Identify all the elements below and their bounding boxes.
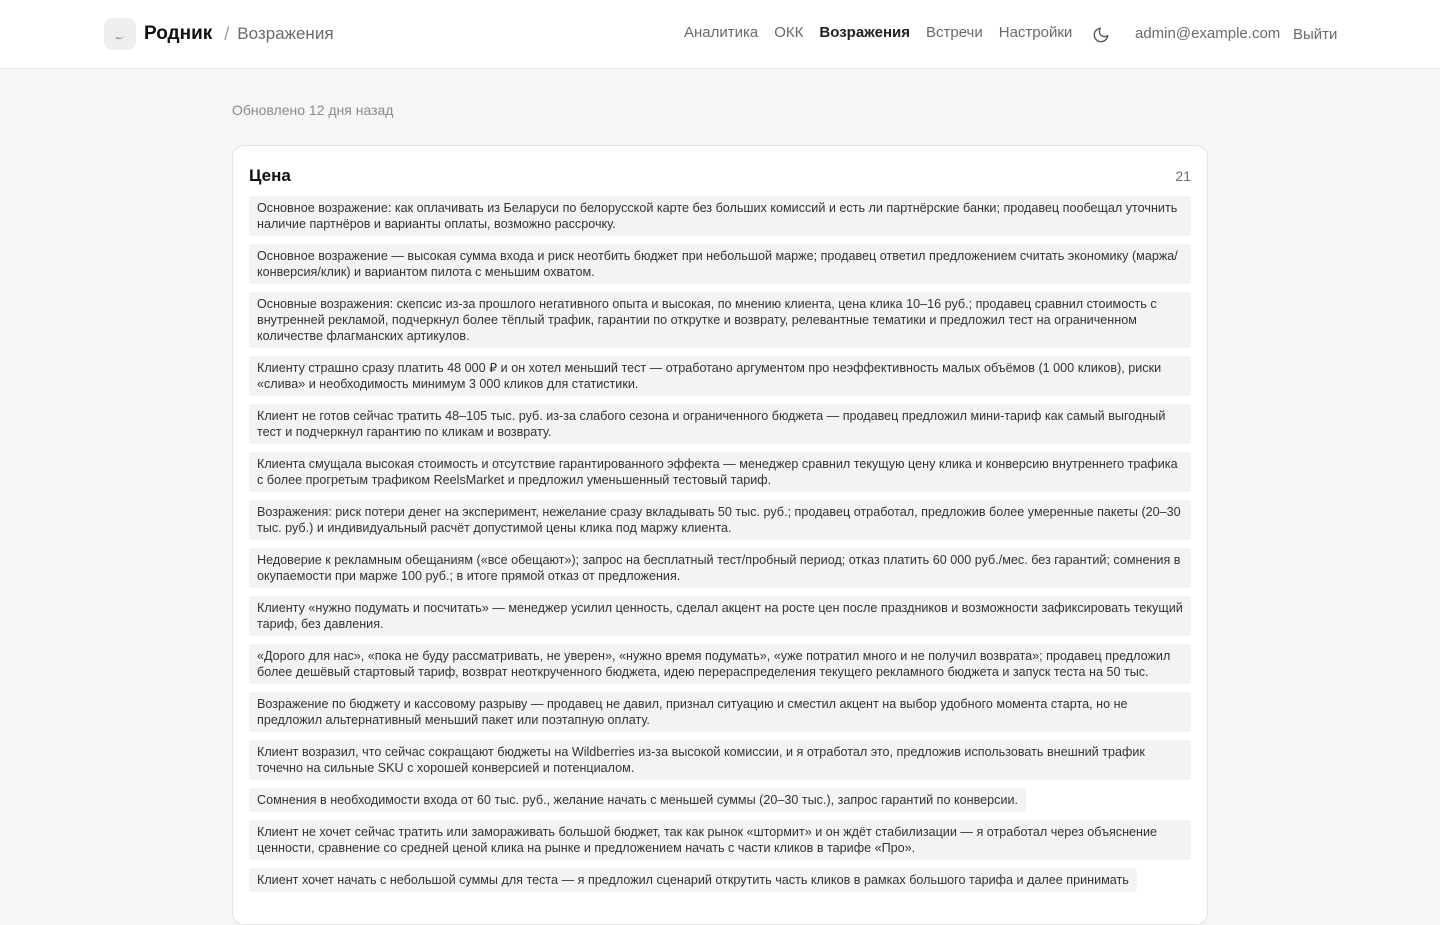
list-item: Клиенту «нужно подумать и посчитать» — менеджер усилил ценность, сделал акцент на росте цен после праздников и возможности зафиксировать текущий тариф, без давления. [249, 596, 1191, 636]
nav-settings[interactable]: Настройки [998, 24, 1073, 41]
updated-status: Обновлено 12 дня назад [232, 102, 394, 118]
list-item: Клиент возразил, что сейчас сокращают бюджеты на Wildberries из-за высокой комиссии, и я отработал это, предложив использовать внешний трафик точечно на сильные SKU с хорошей конверсией и потенциалом. [249, 740, 1191, 780]
main-nav [684, 24, 1088, 41]
list-item: Сомнения в необходимости входа от 60 тыс. руб., желание начать с меньшей суммы (20–30 тыс.), запрос гарантий по конверсии. [249, 788, 1026, 812]
theme-toggle-button[interactable] [1091, 25, 1111, 45]
nav-analytics[interactable]: Аналитика [684, 24, 759, 41]
list-item: Клиенту страшно сразу платить 48 000 ₽ и он хотел меньший тест — отработано аргументом про неэффективность малых объёмов (1 000 кликов), риски «слива» и необходимость минимум 3 000 кликов для статистики. [249, 356, 1191, 396]
card-count: 21 [1175, 168, 1191, 184]
list-item: Основное возражение — высокая сумма входа и риск неотбить бюджет при небольшой марже; продавец ответил предложением считать экономику (маржа/конверсия/клик) и вариантом пилота с меньшим охватом. [249, 244, 1191, 284]
brand[interactable] [104, 18, 334, 50]
list-item: Возражение по бюджету и кассовому разрыву — продавец не давил, признал ситуацию и сместил акцент на выбор удобного момента старта, но не предложил альтернативный меньший пакет или поэтапную оплату. [249, 692, 1191, 732]
list-item: Клиента смущала высокая стоимость и отсутствие гарантированного эффекта — менеджер сравнил текущую цену клика и конверсию внутреннего трафика с более прогретым трафиком ReelsMarket и предложил уменьшенный тестовый тариф. [249, 452, 1191, 492]
list-item: Недоверие к рекламным обещаниям («все обещают»); запрос на бесплатный тест/пробный период; отказ платить 60 000 руб./мес. без гарантий; сомнения в окупаемости при марже 100 руб.; в итоге прямой отказ от предложения. [249, 548, 1191, 588]
nav-objections[interactable]: Возражения [819, 24, 910, 41]
breadcrumb-page: Возражения [237, 24, 334, 43]
list-item: «Дорого для нас», «пока не буду рассматривать, не уверен», «нужно время подумать», «уже потратил много и не получил возврата»; продавец предложил более дешёвый стартовый тариф, возврат неоткрученного бюджета, идею перераспределения текущего рекламного бюджета и запуск теста на 50 тыс. [249, 644, 1191, 684]
list-item: Клиент хочет начать с небольшой суммы для теста — я предложил сценарий открутить часть кликов в рамках большого тарифа и далее принимать [249, 868, 1137, 892]
moon-icon [1092, 26, 1110, 44]
list-item: Основное возражение: как оплачивать из Беларуси по белорусской карте без больших комиссий и есть ли партнёрские банки; продавец пообещал уточнить наличие партнёров и варианты оплаты, возможно рассрочку. [249, 196, 1191, 236]
top-bar [0, 0, 1440, 69]
card-header [249, 166, 1191, 186]
list-item: Клиент не готов сейчас тратить 48–105 тыс. руб. из-за слабого сезона и ограниченного бюджета — продавец предложил мини-тариф как самый выгодный тест и подчеркнул гарантию по кликам и возврату. [249, 404, 1191, 444]
user-email: admin@example.com [1135, 25, 1281, 42]
objection-list [249, 196, 1191, 900]
list-item: Возражения: риск потери денег на эксперимент, нежелание сразу вкладывать 50 тыс. руб.; продавец отработал, предложив более умеренные пакеты (20–30 тыс. руб.) и индивидуальный расчёт допустимой цены клика под маржу клиента. [249, 500, 1191, 540]
nav-meetings[interactable]: Встречи [925, 24, 983, 41]
brand-name: Родник [144, 23, 213, 44]
list-item: Клиент не хочет сейчас тратить или замораживать большой бюджет, так как рынок «штормит» и он ждёт стабилизации — я отработал через объяснение ценности, сравнение со средней ценой клика на рынке и предложением начать с части кликов в тарифе «Про». [249, 820, 1191, 860]
logout-button[interactable]: Выйти [1293, 26, 1338, 43]
list-item: Основные возражения: скепсис из-за прошлого негативного опыта и высокая, по мнению клиента, цена клика 10–16 руб.; продавец сравнил стоимость с внутренней рекламой, подчеркнул более тёплый трафик, гарантии по открутке и возврату, релевантные тематики и предложил тест на ограниченном количестве флагманских артикулов. [249, 292, 1191, 348]
logo-icon [104, 18, 136, 50]
objection-card [232, 145, 1208, 925]
breadcrumb-separator: / [224, 23, 230, 44]
nav-okk[interactable]: ОКК [774, 24, 804, 41]
card-title: Цена [249, 166, 291, 185]
